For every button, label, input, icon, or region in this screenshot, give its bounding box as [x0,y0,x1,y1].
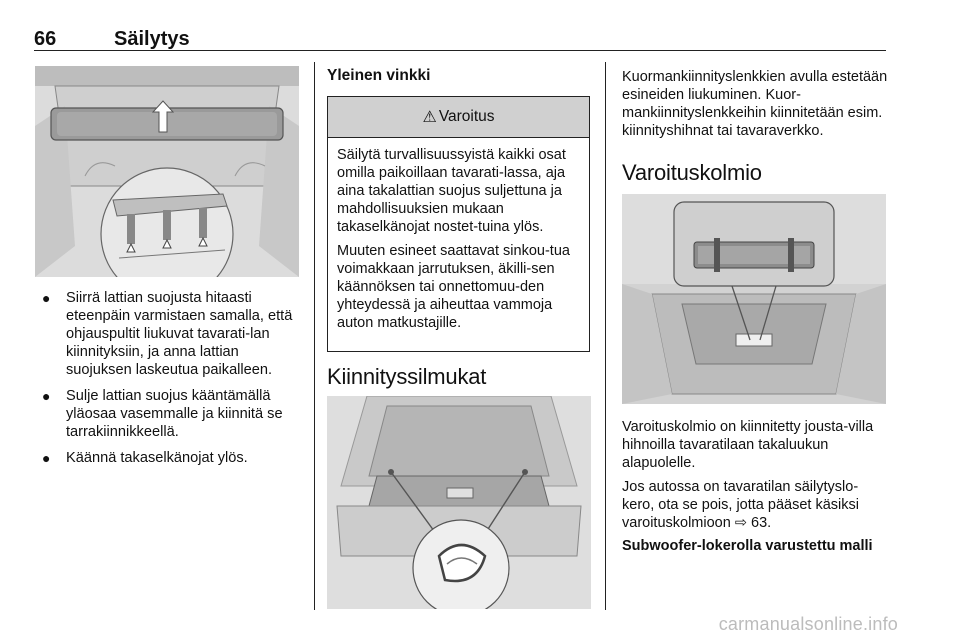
page-header [34,28,886,52]
list-item-text: Siirrä lattian suojusta hitaasti eteenpäin varmistaen samalla, että ohjauspultit liukuvat tavarati-lan kiinnityksiin, ja anna lattian suojuksen laskeutua paikalleen. [66,290,293,378]
warning-triangle-icon: ⚠ [422,109,437,126]
subwoofer-heading: Subwoofer-lokerolla varustettu malli [622,538,873,554]
watermark: carmanualsonline.info [718,614,898,634]
list-item [36,449,304,467]
bullet-icon: ● [42,290,51,306]
bullet-icon: ● [42,450,51,466]
intro-paragraph: Kuormankiinnityslenkkien avulla estetään esineiden liukuminen. Kuor-mankiinnityslenkkeihin kiinnitetään esim. kiinnityshihnat tai tavaraverkko. [622,69,888,139]
instruction-list [36,289,304,475]
figure-load-floor-cover [35,66,299,277]
list-item [36,289,304,379]
figure-lashing-eyes [327,396,591,609]
section-title: Säilytys [114,28,190,50]
page-reference-arrow-icon: ⇨ [734,515,747,531]
warning-body [328,138,589,332]
column-divider-2 [605,62,606,610]
list-item [36,387,304,441]
triangle-paragraph-2 [622,478,888,532]
column-divider-1 [314,62,315,610]
header-rule [34,50,886,51]
warning-paragraph: Säilytä turvallisuussyistä kaikki osat omilla paikoillaan tavarati-lassa, aja aina takalattian suojus suljettuna ja mahdollisuuksien mukaan takaselkänojat nostet-tuina ylös. [337,147,566,235]
list-item-text: Sulje lattian suojus kääntämällä yläosaa vasemmalle ja kiinnitä se tarrakiinnikkeellä. [66,388,283,440]
warning-triangle-heading: Varoituskolmio [622,160,762,185]
page-reference-link[interactable]: 63. [751,515,772,531]
list-item-text: Käännä takaselkänojat ylös. [66,450,248,466]
lashing-intro-text [622,68,888,146]
tip-heading: Yleinen vinkki [327,67,431,84]
triangle-paragraph-1: Varoituskolmio on kiinnitetty jousta-villa hihnoilla tavaratilaan takaluukun alapuolelle. [622,419,874,471]
triangle-paragraph-2-text: Jos autossa on tavaratilan säilytyslo-kero, ota se pois, jotta pääset käsiksi varoituskolmioon [622,479,859,531]
lashing-eyes-heading: Kiinnityssilmukat [327,364,487,389]
warning-box [327,96,590,352]
warning-title: Varoitus [438,108,495,125]
page-number: 66 [34,28,57,50]
bullet-icon: ● [42,388,51,404]
figure-warning-triangle [622,194,886,404]
warning-paragraph: Muuten esineet saattavat sinkou-tua voimakkaan jarrutuksen, äkilli-sen käännöksen tai onnettomuu-den yhteydessä ja aiheuttaa vammoja auton matkustajille. [337,243,570,331]
warning-header [328,97,589,138]
warning-triangle-text [622,418,888,538]
